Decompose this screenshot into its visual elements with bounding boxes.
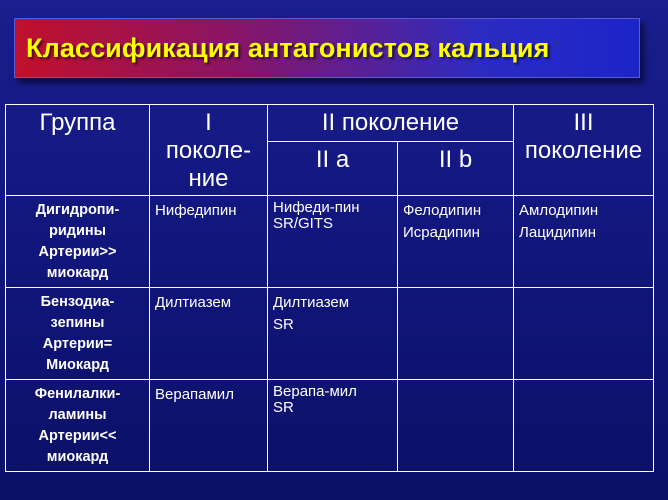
row-group-phenylalkylamines (6, 380, 150, 472)
header-gen2b: II b (398, 142, 514, 196)
cell-gen3 (514, 288, 654, 380)
cell-gen1 (150, 380, 268, 472)
header-gen1-line: ние (188, 165, 229, 192)
header-gen1-line: поколе- (165, 137, 252, 164)
drug-name: Дилтиазем (273, 294, 350, 311)
drug-name: Нифеди-пин (273, 199, 360, 216)
group-line: миокард (46, 449, 109, 465)
table-row (6, 196, 654, 288)
classification-table (5, 104, 654, 472)
group-line: Артерии= (42, 336, 113, 352)
drug-name: SR (273, 316, 294, 333)
drug-name: Верапамил (155, 386, 234, 403)
slide-title: Классификация антагонистов кальция (26, 32, 550, 63)
drug-name: Дилтиазем (155, 294, 232, 311)
cell-gen2b (398, 288, 514, 380)
drug-name: Лацидипин (519, 224, 597, 241)
header-gen3-line: поколение (524, 137, 643, 164)
table-row (6, 380, 654, 472)
drug-name: Исрадипин (403, 224, 480, 241)
cell-gen2a (268, 380, 398, 472)
group-line: зепины (50, 315, 105, 331)
cell-gen2a (268, 196, 398, 288)
cell-gen2b (398, 380, 514, 472)
drug-name: SR/GITS (273, 215, 334, 232)
cell-gen1 (150, 288, 268, 380)
header-gen2a: II a (268, 142, 398, 196)
group-line: миокард (46, 265, 109, 281)
group-line: Артерии<< (38, 428, 117, 444)
group-line: ридины (48, 223, 107, 239)
header-group: Группа (6, 105, 150, 196)
header-gen2: II поколение (268, 105, 514, 142)
group-line: Миокард (46, 357, 109, 373)
header-gen3-line: III (573, 109, 594, 136)
drug-name: Амлодипин (519, 202, 599, 219)
group-line: ламины (48, 407, 107, 423)
drug-name: Верапа-мил (273, 383, 357, 400)
row-group-benzothiazepines (6, 288, 150, 380)
group-line: Фенилалки- (34, 386, 121, 402)
cell-gen3 (514, 380, 654, 472)
cell-gen2b (398, 196, 514, 288)
header-gen1 (150, 105, 268, 196)
drug-name: Фелодипин (403, 202, 482, 219)
title-banner (14, 18, 640, 78)
group-line: Артерии>> (38, 244, 117, 260)
group-line: Бензодиа- (40, 294, 115, 310)
cell-gen3 (514, 196, 654, 288)
cell-gen2a (268, 288, 398, 380)
row-group-dihydropyridines (6, 196, 150, 288)
cell-gen1 (150, 196, 268, 288)
header-gen3 (514, 105, 654, 196)
drug-name: Нифедипин (155, 202, 237, 219)
group-line: Дигидропи- (35, 202, 120, 218)
drug-name: SR (273, 399, 294, 416)
table-row (6, 288, 654, 380)
header-gen1-line: I (205, 109, 212, 136)
